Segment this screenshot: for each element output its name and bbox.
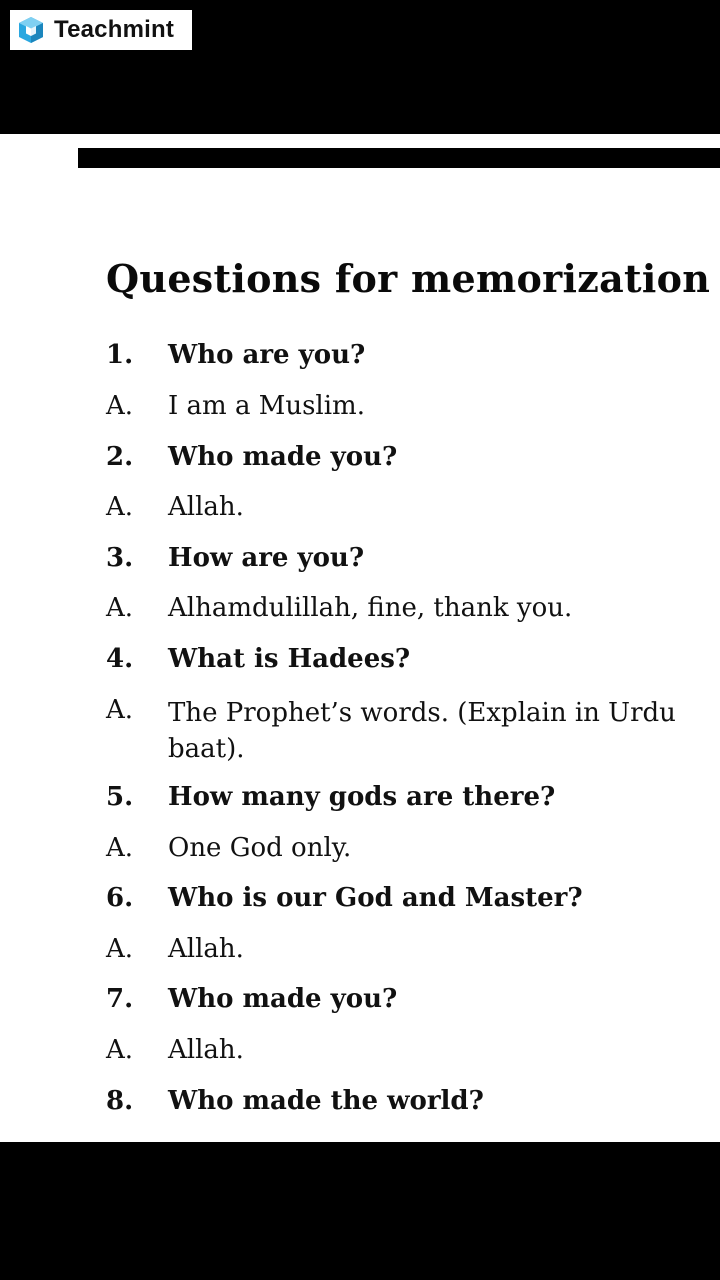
answer-7 — [106, 1035, 720, 1065]
document-page — [0, 134, 720, 1142]
answer-3 — [106, 593, 720, 623]
answer-marker: A. — [106, 695, 134, 725]
question-text: How are you? — [168, 543, 365, 573]
question-number: 8. — [106, 1086, 134, 1116]
question-4 — [106, 644, 720, 674]
question-text: Who made you? — [168, 442, 398, 472]
question-1 — [106, 340, 720, 370]
answer-marker: A. — [106, 833, 134, 863]
question-text: How many gods are there? — [168, 782, 556, 812]
question-number: 1. — [106, 340, 134, 370]
question-7 — [106, 984, 720, 1014]
question-3 — [106, 543, 720, 573]
question-8 — [106, 1086, 720, 1116]
answer-marker: A. — [106, 391, 134, 421]
answer-text: I am a Muslim. — [168, 391, 365, 421]
answer-text: Alhamdulillah, fine, thank you. — [168, 593, 573, 623]
brand-name: Teachmint — [54, 16, 175, 43]
question-text: Who is our God and Master? — [168, 883, 583, 913]
answer-marker: A. — [106, 492, 134, 522]
question-number: 5. — [106, 782, 134, 812]
question-number: 3. — [106, 543, 134, 573]
answer-marker: A. — [106, 934, 134, 964]
question-number: 4. — [106, 644, 134, 674]
teachmint-logo — [10, 10, 192, 50]
question-text: Who made the world? — [168, 1086, 484, 1116]
question-number: 2. — [106, 442, 134, 472]
question-text: Who made you? — [168, 984, 398, 1014]
answer-text: Allah. — [168, 1035, 244, 1065]
answer-marker: A. — [106, 593, 134, 623]
bottom-black-bar — [0, 1142, 720, 1280]
answer-text: Allah. — [168, 934, 244, 964]
page-title: Questions for memorization — [106, 256, 711, 301]
question-number: 7. — [106, 984, 134, 1014]
answer-text: Allah. — [168, 492, 244, 522]
answer-5 — [106, 833, 720, 863]
answer-marker: A. — [106, 1035, 134, 1065]
teachmint-cube-icon — [16, 15, 46, 45]
answer-4 — [106, 695, 720, 767]
question-text: What is Hadees? — [168, 644, 411, 674]
top-rule — [78, 148, 720, 168]
question-5 — [106, 782, 720, 812]
question-2 — [106, 442, 720, 472]
question-number: 6. — [106, 883, 134, 913]
answer-2 — [106, 492, 720, 522]
answer-6 — [106, 934, 720, 964]
answer-1 — [106, 391, 720, 421]
answer-text: One God only. — [168, 833, 352, 863]
answer-text: The Prophet’s words. (Explain in Urdu baat). — [168, 698, 676, 764]
question-text: Who are you? — [168, 340, 366, 370]
question-6 — [106, 883, 720, 913]
